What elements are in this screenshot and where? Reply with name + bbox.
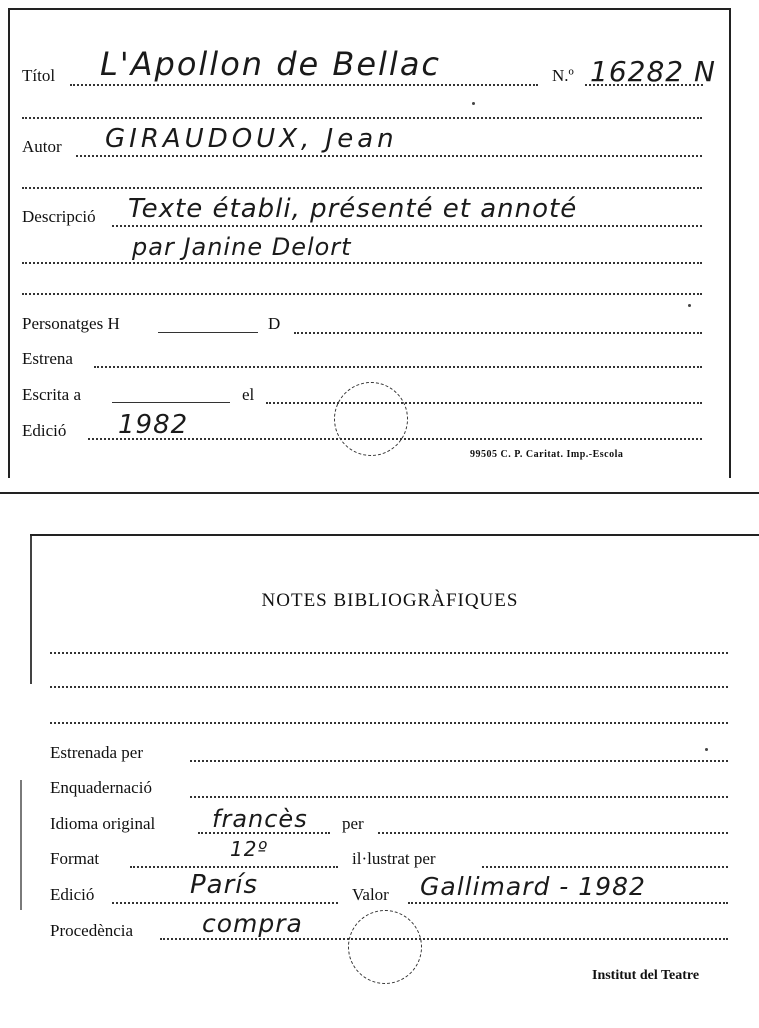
format-value: 12º: [230, 837, 268, 861]
catalog-card-front: [0, 0, 759, 500]
notes-blank-line-3: [50, 722, 728, 724]
procedencia-value: compra: [202, 909, 303, 938]
notes-heading: NOTES BIBLIOGRÀFIQUES: [261, 590, 519, 611]
el-label: el: [242, 385, 255, 404]
escrita-label: Escrita a: [22, 385, 81, 404]
autor-dotted-line: [76, 155, 702, 157]
punch-hole: [334, 382, 408, 456]
edicio-value: 1982: [118, 410, 189, 440]
institute-name: Institut del Teatre: [592, 968, 700, 983]
d-label: D: [268, 314, 281, 333]
back-left-border-lower: [20, 780, 22, 910]
back-punch-hole: [348, 910, 422, 984]
back-edicio-label: Edició: [50, 885, 95, 904]
illustrat-line: [482, 866, 728, 868]
personatges-h-line: [158, 332, 258, 333]
card-left-border: [8, 8, 10, 478]
blank-line-1: [22, 117, 702, 119]
notes-blank-line-1: [50, 652, 728, 654]
back-speck-1: [705, 748, 708, 751]
procedencia-line: [160, 938, 728, 940]
format-label: Format: [50, 849, 100, 868]
per-label: per: [342, 814, 364, 833]
escrita-line: [112, 402, 230, 403]
per-line: [378, 832, 728, 834]
edicio-label: Edició: [22, 421, 67, 440]
personatges-d-line: [294, 332, 702, 334]
idioma-label: Idioma original: [50, 814, 156, 833]
titol-value: L'Apollon de Bellac: [100, 45, 442, 83]
illustrat-label: il·lustrat per: [352, 849, 436, 868]
titol-dotted-line: [70, 84, 538, 86]
estrena-line: [94, 366, 702, 368]
idioma-value: francès: [212, 805, 308, 833]
valor-value: Gallimard - 1982: [420, 872, 646, 901]
estrenada-label: Estrenada per: [50, 743, 143, 762]
descripcio-dotted-line-2: [22, 262, 702, 264]
descripcio-dotted-line-1: [112, 225, 702, 227]
blank-line-2: [22, 187, 702, 189]
titol-label: Títol: [22, 66, 56, 85]
card-right-border: [729, 8, 731, 478]
descripcio-label: Descripció: [22, 207, 96, 226]
personatges-label: Personatges H: [22, 314, 120, 333]
el-line: [266, 402, 702, 404]
num-value: 16282 N: [590, 55, 716, 88]
enquadernacio-line: [190, 796, 728, 798]
valor-line: [408, 902, 728, 904]
autor-label: Autor: [22, 137, 62, 156]
estrena-label: Estrena: [22, 349, 73, 368]
procedencia-label: Procedència: [50, 921, 134, 940]
estrenada-line: [190, 760, 728, 762]
notes-blank-line-2: [50, 686, 728, 688]
card-top-border: [8, 8, 730, 10]
enquadernacio-label: Enquadernació: [50, 778, 152, 797]
descripcio-value-line2: par Janine Delort: [132, 233, 352, 261]
catalog-card-back: [0, 510, 759, 1028]
autor-value: GIRAUDOUX, Jean: [105, 124, 398, 154]
back-edicio-line: [112, 902, 338, 904]
format-line: [130, 866, 338, 868]
speck-1: [472, 102, 475, 105]
num-label: N.º: [552, 66, 574, 85]
card-bottom-rule: [0, 492, 759, 494]
blank-line-3: [22, 293, 702, 295]
printer-imprint: 99505 C. P. Caritat. Imp.-Escola: [470, 449, 624, 460]
valor-label: Valor: [352, 885, 389, 904]
back-top-border: [30, 534, 759, 536]
back-edicio-value: París: [190, 870, 259, 900]
speck-2: [688, 304, 691, 307]
descripcio-value-line1: Texte établi, présenté et annoté: [128, 194, 578, 224]
